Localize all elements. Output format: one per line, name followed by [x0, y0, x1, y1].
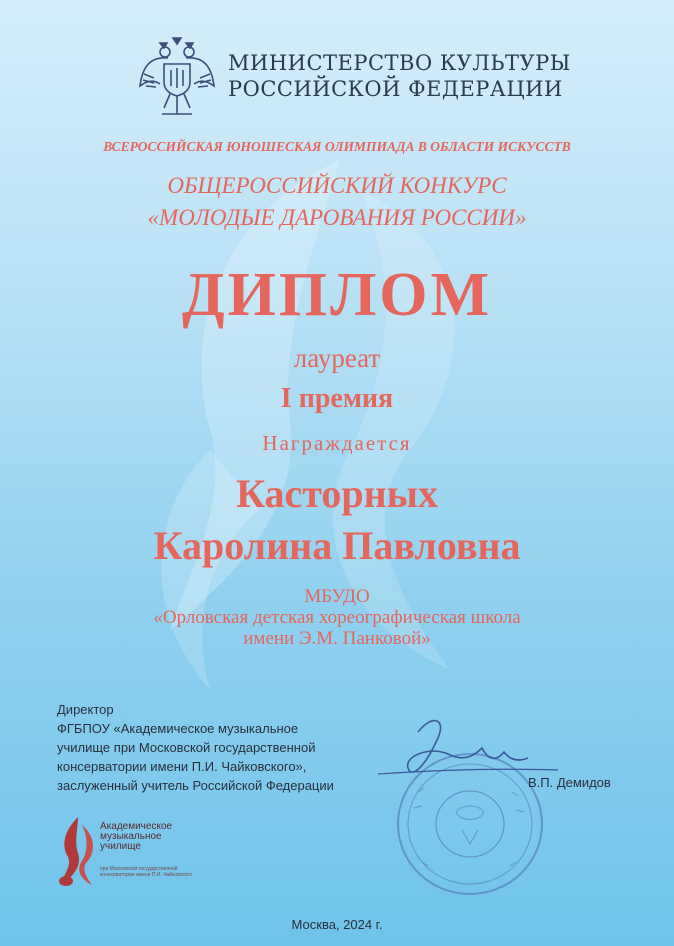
diploma-title: ДИПЛОМ: [181, 261, 493, 329]
director-signature-block: [57, 700, 334, 795]
double-headed-eagle-emblem-icon: [138, 34, 216, 122]
director-org-line-3: консерватории имени П.И. Чайковского»,: [57, 759, 307, 774]
logo-line-2: музыкальное: [100, 831, 162, 842]
olympiad-title: ВСЕРОССИЙСКАЯ ЮНОШЕСКАЯ ОЛИМПИАДА В ОБЛАСТИ ИСКУССТВ: [103, 139, 571, 154]
logo-line-3: училище: [100, 841, 141, 852]
contest-line-1: ОБЩЕРОССИЙСКИЙ КОНКУРС: [167, 173, 507, 198]
contest-line-2: «МОЛОДЫЕ ДАРОВАНИЯ РОССИИ»: [147, 205, 527, 230]
director-org-line-2: училище при Московской государственной: [57, 740, 316, 755]
music-school-logo-text: [100, 822, 172, 852]
school-name: [0, 586, 674, 649]
school-line-3: имени Э.М. Панковой»: [243, 628, 431, 649]
contest-title: [0, 170, 674, 234]
ministry-heading: [228, 50, 571, 102]
recipient-surname: Касторных: [236, 471, 438, 516]
place-and-date: Москва, 2024 г.: [291, 917, 383, 932]
music-school-logo-icon: [56, 815, 96, 890]
director-org-line-1: ФГБПОУ «Академическое музыкальное: [57, 721, 299, 736]
director-honor: заслуженный учитель Российской Федерации: [57, 778, 334, 793]
recipient-name: [0, 468, 674, 572]
prize-level: I премия: [280, 383, 394, 414]
school-line-2: «Орловская детская хореографическая школа: [153, 607, 521, 628]
laureate-status: лауреат: [293, 343, 381, 373]
recipient-given-names: Каролина Павловна: [153, 523, 521, 568]
signatory-name: В.П. Демидов: [528, 775, 611, 790]
awarded-label: Награждается: [262, 431, 412, 455]
logo-subtitle: при Московской государственной консерватории имени П.И. Чайковского: [100, 866, 192, 878]
director-title: Директор: [57, 702, 114, 717]
official-seal-icon: [378, 712, 558, 902]
school-line-1: МБУДО: [304, 586, 370, 607]
ministry-line-2: РОССИЙСКОЙ ФЕДЕРАЦИИ: [228, 77, 563, 101]
ministry-line-1: МИНИСТЕРСТВО КУЛЬТУРЫ: [228, 51, 571, 75]
logo-line-1: Академическое: [100, 821, 173, 832]
